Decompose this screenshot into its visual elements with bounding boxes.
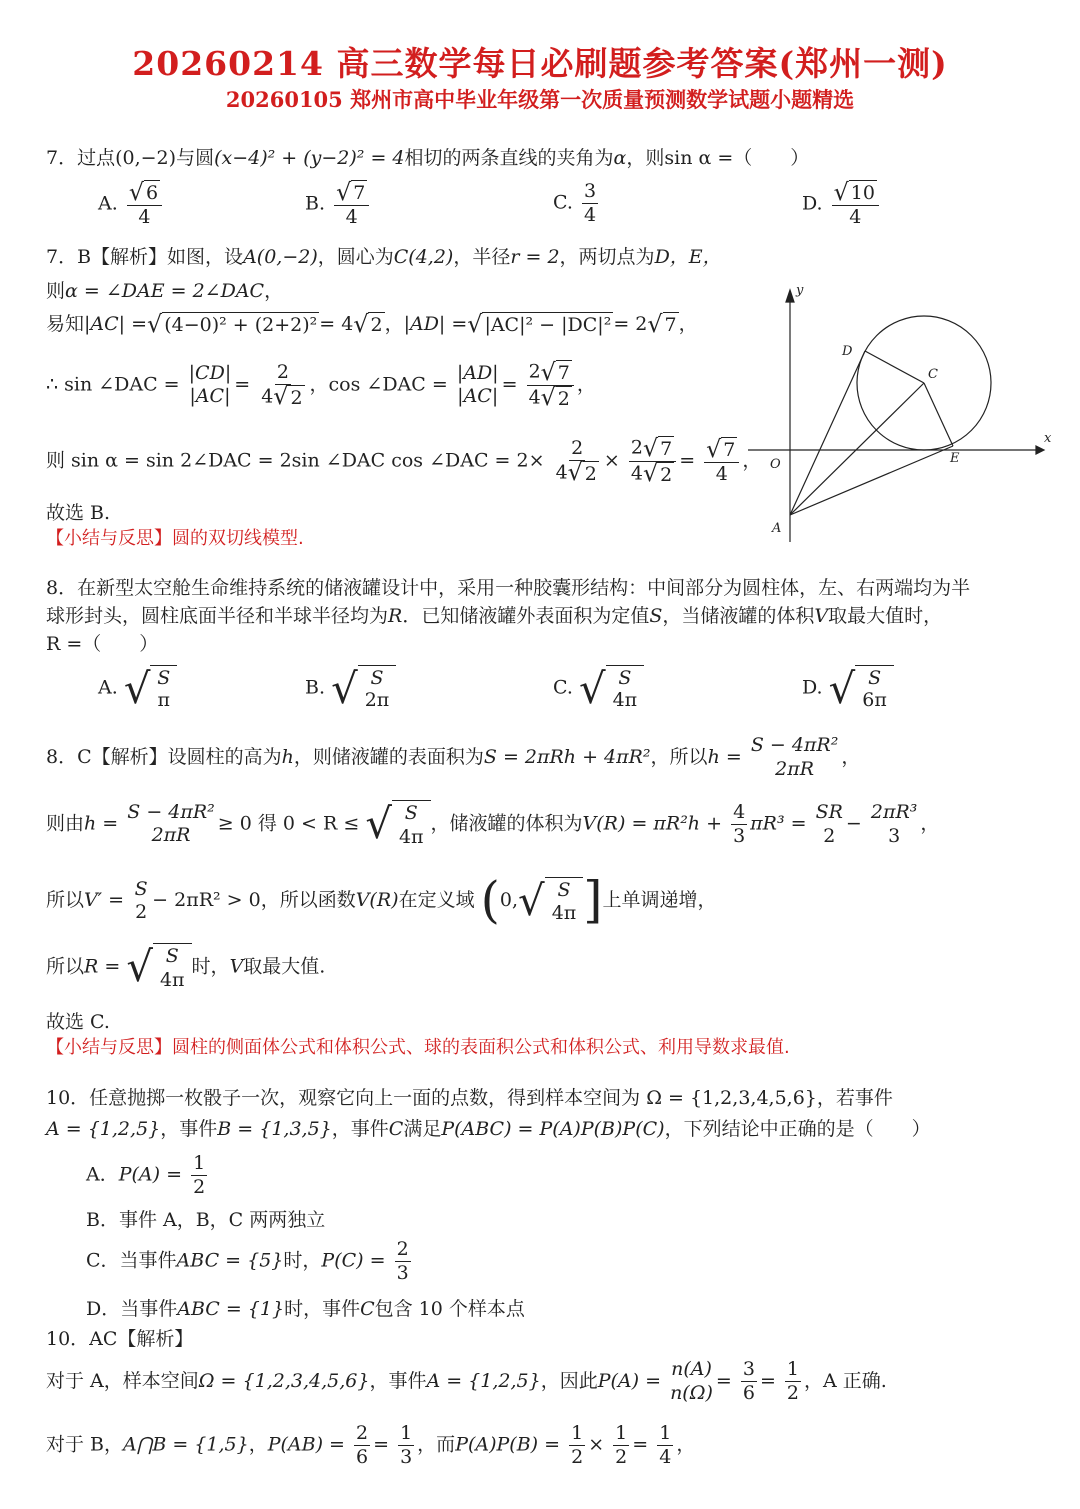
sqrt: √ |AC|² − |DC|²: [467, 310, 612, 338]
numerator: 1: [659, 1422, 672, 1444]
option-label: D.: [802, 192, 823, 215]
denominator: 2: [823, 824, 836, 847]
a8-h: h: [281, 745, 294, 768]
fraction: √ 10 4: [832, 180, 879, 229]
a10-text: ，事件: [369, 1369, 427, 1392]
a7-choice: 故选 B.: [46, 502, 111, 524]
numerator: |AD|: [456, 361, 499, 384]
a7-text: = 2: [613, 312, 648, 335]
denominator: 4π: [551, 902, 577, 925]
q7-option-c: [553, 180, 601, 227]
label-x: x: [1044, 431, 1052, 446]
numerator: 1: [193, 1152, 206, 1174]
a8-text: 上单调递增，: [602, 888, 717, 911]
fraction: 2 4 √ 2: [555, 437, 597, 487]
q10-event-c: C: [360, 1298, 375, 1320]
option-label: B.: [305, 192, 326, 215]
fraction: [354, 1422, 370, 1469]
q10-text: 时，: [283, 1249, 322, 1272]
denominator: 4: [630, 462, 643, 485]
sqrt: √ S 6π: [829, 665, 894, 712]
q10-text: 时，事件: [284, 1298, 361, 1320]
denominator: 3: [396, 1261, 409, 1284]
q10-prob-eq: P(ABC) = P(A)P(B)P(C): [441, 1118, 665, 1140]
option-label: A.: [98, 192, 118, 215]
numerator: S − 4πR²: [750, 734, 839, 756]
denominator: 6: [356, 1445, 369, 1468]
a7-summary: 【小结与反思】圆的双切线模型.: [46, 528, 304, 549]
sqrt: √ S 4π: [126, 943, 191, 992]
a10-text: =: [759, 1369, 776, 1392]
fraction: [751, 734, 839, 782]
a7-text: ，: [384, 312, 404, 335]
numerator: |CD|: [188, 361, 232, 384]
numerator: S: [868, 667, 882, 689]
denominator: 2π: [364, 689, 390, 711]
a7-text: ，: [576, 373, 596, 396]
a7-line2: [46, 280, 283, 304]
a8-text: −: [845, 812, 862, 835]
denominator: 4: [715, 462, 728, 485]
radicand: 2: [370, 314, 383, 336]
radicand: 10: [850, 182, 875, 204]
numerator: S: [157, 667, 171, 689]
fraction: [670, 1358, 713, 1406]
fraction: [613, 1422, 629, 1469]
a10-intersection: A⋂B = {1,5}: [123, 1433, 249, 1456]
q10-line2: [46, 1118, 931, 1142]
a7-text: ，圆心为: [317, 246, 394, 268]
numerator: 2: [571, 437, 584, 459]
numerator: S: [618, 667, 632, 689]
page-subtitle: 20260105 郑州市高中毕业年级第一次质量预测数学试题小题精选: [225, 87, 855, 112]
fraction: [785, 1358, 801, 1405]
a10-prob-product: P(A)P(B) =: [455, 1433, 561, 1456]
a8-line4: [46, 943, 325, 992]
radicand: 7: [664, 314, 677, 336]
denominator: 2: [571, 1445, 584, 1468]
a8-r-eq: R =: [84, 955, 121, 978]
numerator: 4: [733, 800, 746, 823]
q8-option-c: [553, 665, 644, 712]
q7-stem-text: 与圆: [176, 147, 215, 169]
q10-text: ，事件: [160, 1118, 218, 1140]
a10-text: =: [632, 1433, 649, 1456]
fraction: 2 √ 7 4 √ 2: [527, 360, 574, 411]
a8-choice: 故选 C.: [46, 1011, 110, 1033]
numerator: 2: [356, 1422, 369, 1444]
q10-event-a: A = {1,2,5}: [46, 1118, 161, 1140]
denominator: 6π: [862, 689, 887, 711]
denominator: n(Ω): [670, 1381, 713, 1404]
radicand: 7: [557, 362, 570, 384]
a8-line2: [46, 800, 939, 849]
fraction: √ 7 4: [704, 437, 739, 486]
denominator: 2: [193, 1175, 206, 1198]
sqrt: √ (4−0)² + (2+2)²: [147, 310, 318, 338]
numerator: 2: [396, 1238, 409, 1260]
q8-text: ．已知储液罐外表面积为定值: [402, 605, 650, 627]
denominator: 4: [261, 385, 274, 408]
option-label: B.: [305, 676, 326, 699]
q10-option-b: B．事件 A，B，C 两两独立: [86, 1209, 326, 1231]
q10-event: ABC = {5}: [176, 1249, 284, 1272]
radicand: 6: [145, 182, 159, 204]
q7-point: (0,−2): [115, 147, 177, 169]
segment-ac: [790, 383, 924, 515]
q10-text: 满足: [403, 1118, 442, 1140]
a7-text: ×: [603, 449, 620, 472]
q7-stem-text: ，则: [626, 147, 665, 169]
a7-ac: |AC| =: [84, 312, 148, 335]
a7-line1: [46, 246, 722, 270]
fraction: [657, 1422, 673, 1469]
q10-event-b: B = {1,3,5}: [217, 1118, 332, 1140]
a8-text: 则由: [46, 812, 85, 835]
radicand: 7: [723, 439, 736, 461]
a7-text: ，cos ∠DAC =: [309, 373, 448, 396]
sqrt: √ S 2π: [331, 665, 396, 712]
a7-point-c: C(4,2): [393, 246, 454, 268]
fraction: [457, 362, 499, 410]
q8-s: S: [649, 605, 663, 627]
fraction: √ 6 4: [127, 180, 162, 229]
radicand: 7: [353, 182, 366, 204]
a8-line3: 所以V′ = S 2 − 2πR² > 0，所以函数V(R)在定义域 (0, √ S 4π ]上单调递增，: [46, 871, 717, 929]
q10-text: ，事件: [331, 1118, 389, 1140]
a8-text: ，: [920, 812, 940, 835]
numerator: 1: [400, 1422, 413, 1444]
q10-text: ，下列结论中正确的是（ ）: [664, 1118, 931, 1140]
a7-line5: [46, 433, 762, 488]
q10-option-c: [86, 1238, 414, 1285]
option-label: A.: [98, 676, 118, 699]
sqrt: √ 7: [647, 310, 677, 338]
sqrt: √ S 4π: [579, 665, 644, 712]
fraction: [191, 1152, 207, 1199]
a10-text: ，: [248, 1433, 268, 1456]
label-a: A: [772, 521, 782, 536]
numerator: 2: [528, 360, 541, 383]
page-title: 20260214 高三数学每日必刷题参考答案(郑州一测): [132, 44, 948, 83]
denominator: 4: [528, 386, 541, 409]
a7-angle-eq: α = ∠DAE = 2∠DAC: [65, 280, 265, 302]
q7-circle-eq: (x−4)² + (y−2)² = 4: [214, 147, 405, 169]
a8-text: ≥ 0 得 0 < R ≤: [217, 812, 360, 835]
a7-text: ，: [742, 449, 762, 472]
a8-surface-eq: S = 2πRh + 4πR²: [483, 745, 651, 768]
a10-prob: P(A) =: [597, 1369, 662, 1392]
a7-text: =: [501, 373, 518, 396]
q7-paren: （ ）: [733, 147, 810, 169]
a8-vr: V(R): [355, 888, 399, 911]
fraction: 2 4 √ 2: [261, 361, 303, 411]
numerator: 1: [615, 1422, 628, 1444]
option-label: D.: [802, 676, 823, 699]
a10-text: 对于 A，样本空间: [46, 1369, 199, 1392]
a10-event-a: A = {1,2,5}: [426, 1369, 541, 1392]
a10-prob: P(AB) =: [267, 1433, 345, 1456]
a8-text: 时，: [191, 955, 230, 978]
option-label: A．: [86, 1163, 119, 1186]
a8-h-eq: h =: [84, 812, 119, 835]
denominator: |AC|: [189, 385, 231, 408]
a7-points-de: D，E，: [654, 246, 722, 268]
fraction: [398, 1422, 414, 1469]
label-y: y: [796, 283, 804, 298]
denominator: 4: [659, 1445, 672, 1468]
segment-dc: [865, 351, 924, 383]
numerator: S − 4πR²: [127, 800, 215, 823]
a8-v: V: [229, 955, 244, 978]
y-axis-arrow: [786, 290, 794, 302]
q7-option-d: [802, 177, 882, 229]
a7-text: ，: [264, 280, 284, 302]
a8-text: ，则储液罐的表面积为: [293, 745, 484, 768]
q7-option-a: [98, 177, 165, 229]
a10-text: ，而: [417, 1433, 456, 1456]
numerator: S: [165, 945, 179, 967]
q8-option-d: [802, 665, 894, 712]
q7-stem-text: 7．过点: [46, 147, 116, 169]
fraction: [127, 801, 215, 849]
numerator: SR: [815, 801, 843, 824]
q7-stem: [46, 147, 809, 171]
radicand: 2: [557, 387, 570, 410]
q7-alpha: α: [613, 147, 627, 169]
q7-option-b: [305, 177, 372, 229]
q10-line1: 10．任意抛掷一枚骰子一次，观察它向上一面的点数，得到样本空间为 Ω = {1,2,3,4,5,6}，若事件: [46, 1087, 893, 1109]
a10-line1: [46, 1358, 887, 1406]
a7-text: 则: [46, 280, 66, 302]
radicand: (4−0)² + (2+2)²: [164, 314, 318, 336]
x-axis-arrow: [1036, 446, 1044, 454]
denominator: 2πR: [151, 824, 191, 847]
a8-volume-eq: V(R) = πR²h +: [582, 812, 723, 835]
fraction: [189, 362, 232, 410]
option-label: C.: [553, 191, 573, 214]
a8-text: − 2πR² > 0，所以函数: [152, 888, 356, 911]
q10-event-c: C: [388, 1118, 404, 1140]
a8-summary: 【小结与反思】圆柱的侧面体公式和体积公式、球的表面积公式和体积公式、利用导数求最值.: [46, 1037, 790, 1058]
a7-text: ∴ sin ∠DAC =: [46, 373, 180, 396]
denominator: π: [157, 689, 170, 711]
q10-option-a: [86, 1152, 210, 1199]
a7-radius: r = 2: [510, 246, 560, 268]
radicand: 2: [584, 462, 597, 485]
interval-start: 0,: [499, 888, 519, 911]
a8-text: ，所以: [650, 745, 708, 768]
fraction: [871, 801, 918, 848]
a7-text: =: [234, 373, 251, 396]
sqrt: √ 2: [353, 310, 383, 338]
q10-prob: P(A) =: [118, 1163, 183, 1186]
radicand: 2: [290, 386, 303, 409]
q10-option-d: [86, 1298, 525, 1322]
a10-text: ×: [588, 1433, 605, 1456]
denominator: 2: [615, 1445, 628, 1468]
a7-head: 7．B【解析】如图，设: [46, 246, 244, 268]
denominator: 2πR: [775, 757, 815, 780]
a8-h-eq: h =: [707, 745, 742, 768]
numerator: 3: [583, 180, 597, 202]
a10-omega: Ω = {1,2,3,4,5,6}: [198, 1369, 370, 1392]
fraction: [395, 1238, 411, 1285]
tangent-ad: [790, 351, 865, 515]
denominator: 2: [786, 1382, 800, 1405]
a8-text: 所以: [46, 955, 85, 978]
option-label: C．当事件: [86, 1249, 177, 1272]
numerator: 1: [786, 1358, 800, 1381]
segment-ec: [924, 383, 953, 446]
a7-text: = 4: [319, 312, 354, 335]
a8-text: 在定义域: [398, 888, 475, 911]
a7-text: =: [679, 449, 696, 472]
a7-point-a: A(0,−2): [243, 246, 318, 268]
q8-text: 取最大值时，: [828, 605, 943, 627]
q8-line2: [46, 605, 942, 629]
q10-prob: P(C) =: [321, 1249, 386, 1272]
a10-head: 10．AC【解析】: [46, 1328, 194, 1350]
a7-text: ，半径: [453, 246, 511, 268]
option-label: D．当事件: [86, 1298, 178, 1320]
numerator: 1: [571, 1422, 584, 1444]
numerator: 2πR³: [870, 801, 918, 824]
a8-text: ，储液罐的体积为: [430, 812, 583, 835]
numerator: 3: [742, 1358, 755, 1381]
numerator: S: [557, 878, 571, 901]
q8-line3: R =（ ）: [46, 633, 159, 655]
denominator: 6: [742, 1382, 755, 1405]
a10-line2: [46, 1422, 695, 1469]
q8-r: R: [388, 605, 403, 627]
denominator: 4: [138, 205, 151, 228]
fraction: [133, 878, 149, 925]
tangent-figure: [740, 280, 1060, 550]
label-o: O: [770, 457, 781, 472]
denominator: 4: [555, 461, 568, 484]
a8-line1: [46, 734, 860, 782]
fraction: [816, 801, 843, 848]
a10-text: ，A 正确.: [804, 1369, 887, 1392]
denominator: 4π: [398, 825, 424, 848]
denominator: 4: [849, 205, 862, 228]
numerator: S: [370, 667, 384, 689]
a7-text: 则 sin α = sin 2∠DAC = 2sin ∠DAC cos ∠DAC = 2×: [46, 449, 545, 472]
q10-text: 包含 10 个样本点: [374, 1298, 525, 1320]
sqrt: √ S 4π: [365, 800, 430, 849]
q7-sin: sin α =: [664, 147, 734, 169]
a8-text: πR³ =: [750, 812, 807, 835]
label-e: E: [950, 451, 960, 466]
denominator: 4: [345, 205, 358, 228]
fraction: 2 √ 7 4 √ 2: [629, 436, 676, 487]
a10-text: ，: [676, 1433, 696, 1456]
denominator: |AC|: [457, 385, 499, 408]
a8-text: 取最大值.: [243, 955, 326, 978]
a7-text: ，: [678, 312, 698, 335]
denominator: 4π: [612, 689, 638, 711]
a8-text: 所以: [46, 888, 85, 911]
q8-text: ，当储液罐的体积: [662, 605, 815, 627]
denominator: 2: [135, 901, 148, 924]
denominator: 3: [733, 824, 746, 847]
radicand: 7: [660, 438, 673, 460]
denominator: 3: [400, 1445, 413, 1468]
a7-text: 易知: [46, 312, 85, 335]
q7-stem-text: 相切的两条直线的夹角为: [404, 147, 614, 169]
fraction: [741, 1358, 757, 1405]
numerator: S: [404, 802, 418, 824]
fraction: [569, 1422, 585, 1469]
denominator: 3: [888, 824, 901, 847]
sqrt: √ S 4π: [518, 877, 583, 926]
radicand: |AC|² − |DC|²: [484, 314, 612, 336]
numerator: S: [134, 877, 148, 900]
option-label: C.: [553, 676, 573, 699]
q8-v: V: [814, 605, 829, 627]
q10-event: ABC = {1}: [177, 1298, 285, 1320]
a7-text: ，两切点为: [559, 246, 655, 268]
label-c: C: [928, 367, 938, 382]
fraction: [582, 180, 598, 227]
q8-option-a: [98, 665, 177, 712]
a10-text: =: [373, 1433, 390, 1456]
denominator: 4π: [159, 968, 185, 991]
numerator: 2: [276, 361, 289, 383]
numerator: n(A): [671, 1358, 712, 1380]
tangent-ae: [790, 446, 953, 515]
numerator: 2: [630, 436, 643, 459]
label-d: D: [842, 344, 853, 359]
fraction: √ 7 4: [334, 180, 369, 229]
q8-text: 球形封头，圆柱底面半径和半球半径均为: [46, 605, 389, 627]
a8-text: ，: [841, 745, 861, 768]
a7-line3: [46, 312, 698, 338]
denominator: 4: [583, 203, 597, 226]
a7-ad: |AD| =: [403, 312, 468, 335]
a7-line4: [46, 357, 596, 412]
a10-text: 对于 B，: [46, 1433, 124, 1456]
fraction: [731, 801, 747, 848]
a8-vprime: V′ =: [84, 888, 125, 911]
q8-line1: 8．在新型太空舱生命维持系统的储液罐设计中，采用一种胶囊形结构：中间部分为圆柱体，左、右两端均为半: [46, 577, 971, 599]
a10-text: ，因此: [540, 1369, 598, 1392]
q8-option-b: [305, 665, 396, 712]
sqrt: √ S π: [124, 665, 177, 712]
a8-text: 8．C【解析】设圆柱的高为: [46, 745, 282, 768]
radicand: 2: [660, 463, 673, 486]
a10-text: =: [715, 1369, 732, 1392]
